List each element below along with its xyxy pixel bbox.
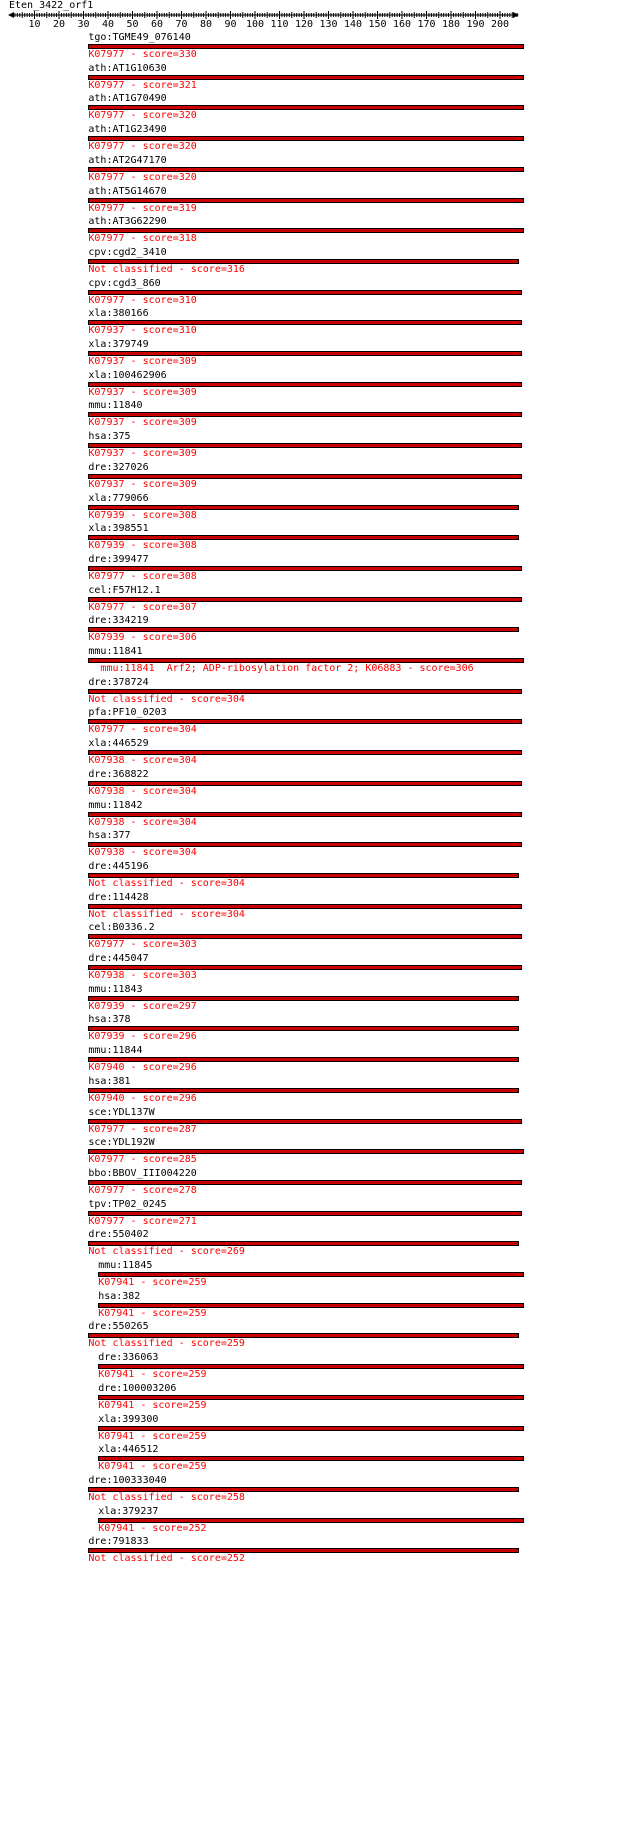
hit-score-label: K07937 - score=309 bbox=[88, 448, 197, 460]
hit-name[interactable]: ath:AT5G14670 bbox=[88, 185, 167, 197]
hit-score-label: K07939 - score=306 bbox=[88, 632, 197, 644]
ruler-tick-label: 190 bbox=[466, 19, 485, 30]
hit-name[interactable]: sce:YDL192W bbox=[88, 1137, 155, 1149]
hit-name[interactable]: dre:550265 bbox=[88, 1321, 149, 1333]
hit-score-label: K07977 - score=271 bbox=[88, 1215, 197, 1227]
hit-score-label: Not classified - score=252 bbox=[88, 1553, 245, 1565]
position-ruler bbox=[0, 10, 620, 34]
ruler-tick-label: 110 bbox=[270, 19, 289, 30]
hit-name[interactable]: ath:AT1G23490 bbox=[88, 124, 167, 136]
hit-name[interactable]: xla:100462906 bbox=[88, 369, 167, 381]
hit-name[interactable]: dre:550402 bbox=[88, 1229, 149, 1241]
hit-name[interactable]: mmu:11844 bbox=[88, 1045, 143, 1057]
hit-name[interactable]: ath:AT1G70490 bbox=[88, 93, 167, 105]
hit-score-label: K07977 - score=320 bbox=[88, 110, 197, 122]
hit-score-label: K07977 - score=320 bbox=[88, 171, 197, 183]
hit-score-label: K07941 - score=259 bbox=[98, 1277, 207, 1288]
hit-name[interactable]: dre:791833 bbox=[88, 1536, 149, 1548]
hit-name[interactable]: xla:446529 bbox=[88, 738, 149, 750]
hit-name[interactable]: cpv:cgd2_3410 bbox=[88, 246, 167, 258]
hit-name[interactable]: hsa:375 bbox=[88, 431, 131, 443]
hit-score-label: K07977 - score=307 bbox=[88, 601, 197, 613]
hit-score-label: K07941 - score=259 bbox=[98, 1369, 207, 1381]
hit-score-label: mmu:11841 Arf2; ADP-ribosylation factor 2; K06883 - score=306 bbox=[88, 663, 474, 674]
ruler-tick-label: 180 bbox=[441, 19, 461, 30]
hit-name[interactable]: dre:445196 bbox=[88, 860, 149, 872]
hit-name[interactable]: dre:327026 bbox=[88, 461, 149, 473]
hit-name[interactable]: mmu:11842 bbox=[88, 799, 143, 811]
hit-name[interactable]: xla:379237 bbox=[98, 1505, 159, 1517]
hit-name[interactable]: dre:114428 bbox=[88, 891, 149, 903]
hit-score-label: K07941 - score=259 bbox=[98, 1430, 207, 1442]
hit-score-label: Not classified - score=304 bbox=[88, 693, 245, 705]
hit-score-label: K07977 - score=320 bbox=[88, 141, 197, 153]
hit-score-label: K07977 - score=318 bbox=[88, 233, 197, 245]
hit-name[interactable]: hsa:381 bbox=[88, 1075, 131, 1087]
hit-name[interactable]: mmu:11843 bbox=[88, 983, 143, 995]
hit-name[interactable]: hsa:377 bbox=[88, 830, 131, 842]
hit-score-label: K07938 - score=303 bbox=[88, 970, 197, 981]
hit-score-label: K07977 - score=304 bbox=[88, 724, 197, 736]
hit-score-label: K07977 - score=303 bbox=[88, 939, 197, 951]
ruler-ticks bbox=[12, 11, 517, 19]
hit-score-label: K07941 - score=259 bbox=[98, 1461, 207, 1473]
hit-name[interactable]: dre:100003206 bbox=[98, 1382, 177, 1394]
hit-name[interactable]: xla:399300 bbox=[98, 1413, 159, 1425]
hit-score-label: K07938 - score=304 bbox=[88, 755, 197, 767]
hit-score-label: K07977 - score=319 bbox=[88, 202, 197, 214]
hit-name[interactable]: ath:AT3G62290 bbox=[88, 216, 167, 228]
hit-score-label: K07977 - score=287 bbox=[88, 1123, 197, 1135]
hit-score-label: K07977 - score=285 bbox=[88, 1154, 197, 1166]
ruler-tick-label: 170 bbox=[417, 19, 436, 30]
hit-score-label: K07937 - score=309 bbox=[88, 478, 197, 490]
hit-score-label: K07937 - score=309 bbox=[88, 356, 197, 367]
hit-score-label: K07940 - score=296 bbox=[88, 1062, 197, 1074]
ruler-tick-label: 50 bbox=[126, 19, 139, 30]
hit-score-label: K07941 - score=259 bbox=[98, 1399, 207, 1411]
ruler-tick-label: 80 bbox=[199, 19, 213, 30]
hit-name[interactable]: dre:336063 bbox=[98, 1352, 159, 1364]
ruler-tick-label: 130 bbox=[319, 19, 338, 30]
hit-name[interactable]: mmu:11840 bbox=[88, 400, 143, 412]
hit-name[interactable]: dre:100333040 bbox=[88, 1474, 167, 1486]
hit-score-label: K07941 - score=252 bbox=[98, 1522, 207, 1534]
hit-score-label: K07977 - score=310 bbox=[88, 294, 197, 306]
ruler-tick-label: 160 bbox=[392, 19, 412, 30]
hit-score-label: K07977 - score=321 bbox=[88, 79, 197, 91]
hit-score-label: K07940 - score=296 bbox=[88, 1092, 197, 1104]
ruler-tick-label: 120 bbox=[294, 19, 314, 30]
ruler-tick-label: 10 bbox=[28, 19, 41, 30]
hit-score-label: Not classified - score=304 bbox=[88, 908, 245, 920]
hit-name[interactable]: mmu:11841 bbox=[88, 646, 143, 657]
hit-name[interactable]: dre:399477 bbox=[88, 553, 149, 565]
query-name: Eten_3422_orf1 bbox=[9, 0, 94, 11]
hit-score-label: K07937 - score=309 bbox=[88, 386, 197, 398]
hit-name[interactable]: cel:B0336.2 bbox=[88, 922, 155, 934]
hit-name[interactable]: tpv:TP02_0245 bbox=[88, 1198, 167, 1210]
ruler-tick-label: 40 bbox=[101, 19, 115, 30]
hit-name[interactable]: ath:AT2G47170 bbox=[88, 154, 167, 166]
hit-name[interactable]: dre:378724 bbox=[88, 676, 149, 688]
ruler-tick-label: 30 bbox=[77, 19, 90, 30]
hit-name[interactable]: hsa:378 bbox=[88, 1014, 131, 1026]
hit-name[interactable]: pfa:PF10_0203 bbox=[88, 707, 167, 719]
hit-score-label: Not classified - score=304 bbox=[88, 877, 245, 889]
hit-score-label: K07939 - score=297 bbox=[88, 1000, 197, 1012]
hit-name[interactable]: bbo:BBOV_III004220 bbox=[88, 1167, 197, 1179]
hit-name[interactable]: dre:368822 bbox=[88, 768, 149, 780]
hit-name[interactable]: cpv:cgd3_860 bbox=[88, 277, 161, 289]
hit-name[interactable]: xla:398551 bbox=[88, 523, 149, 535]
hit-score-label: K07939 - score=296 bbox=[88, 1031, 197, 1043]
hit-name[interactable]: sce:YDL137W bbox=[88, 1106, 155, 1118]
hit-name[interactable]: hsa:382 bbox=[98, 1290, 141, 1302]
hit-score-label: K07938 - score=304 bbox=[88, 785, 197, 797]
hit-score-label: K07937 - score=310 bbox=[88, 325, 197, 337]
hit-score-label: K07977 - score=330 bbox=[88, 49, 197, 60]
hit-name[interactable]: xla:380166 bbox=[88, 308, 149, 320]
hit-score-label: K07977 - score=278 bbox=[88, 1184, 197, 1196]
hit-name[interactable]: dre:445047 bbox=[88, 953, 149, 964]
hit-score-label: K07939 - score=308 bbox=[88, 540, 197, 552]
hit-score-label: Not classified - score=258 bbox=[88, 1491, 245, 1503]
ruler-tick-label: 20 bbox=[52, 19, 66, 30]
hit-score-label: K07938 - score=304 bbox=[88, 816, 197, 828]
hit-score-label: K07941 - score=259 bbox=[98, 1307, 207, 1319]
hit-score-label: K07977 - score=308 bbox=[88, 570, 197, 582]
hit-score-label: Not classified - score=269 bbox=[88, 1246, 245, 1258]
hit-name[interactable]: cel:F57H12.1 bbox=[88, 584, 161, 596]
hit-score-label: Not classified - score=259 bbox=[88, 1338, 245, 1350]
ruler-tick-label: 140 bbox=[343, 19, 363, 30]
hit-name[interactable]: xla:446512 bbox=[98, 1444, 159, 1456]
hit-name[interactable]: dre:334219 bbox=[88, 615, 149, 627]
ruler-tick-label: 60 bbox=[150, 19, 164, 30]
hit-score-label: K07938 - score=304 bbox=[88, 847, 197, 859]
hit-name[interactable]: xla:379749 bbox=[88, 339, 149, 350]
hit-score-label: Not classified - score=316 bbox=[88, 263, 245, 275]
hit-score-label: K07939 - score=308 bbox=[88, 509, 197, 521]
ruler-tick-label: 200 bbox=[490, 19, 510, 30]
hit-name[interactable]: mmu:11845 bbox=[98, 1260, 153, 1271]
ruler-tick-label: 70 bbox=[175, 19, 188, 30]
ruler-tick-label: 100 bbox=[245, 19, 265, 30]
hit-score-label: K07937 - score=309 bbox=[88, 417, 197, 429]
hit-name[interactable]: xla:779066 bbox=[88, 492, 149, 504]
hit-name[interactable]: ath:AT1G10630 bbox=[88, 62, 167, 74]
ruler-arrow-left-icon bbox=[8, 12, 14, 18]
ruler-tick-label: 150 bbox=[368, 19, 387, 30]
ruler-arrow-right-icon bbox=[513, 12, 519, 18]
ruler-tick-label: 90 bbox=[224, 19, 237, 30]
hit-name[interactable]: tgo:TGME49_076140 bbox=[88, 32, 191, 43]
